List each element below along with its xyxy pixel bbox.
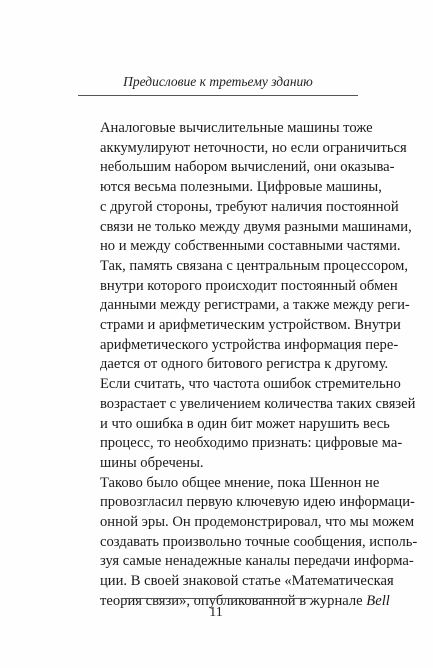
text-line: связи не только между двумя разными машинами, bbox=[100, 218, 412, 235]
text-line: Так, память связана с центральным процессором, bbox=[100, 257, 409, 274]
text-line: ются весьма полезными. Цифровые машины, bbox=[100, 179, 382, 196]
text-line: дается от одного битового регистра к другому. bbox=[100, 356, 389, 373]
text-line: Аналоговые вычислительные машины тоже bbox=[100, 120, 373, 136]
paragraph-1 bbox=[78, 119, 416, 474]
text-line: онной эры. Он продемонстрировал, что мы можем bbox=[100, 514, 415, 531]
text-line: Таково было общее мнение, пока Шеннон не bbox=[100, 474, 380, 491]
text-line: возрастает с увеличением количества таких связей bbox=[100, 395, 416, 412]
page-number: 11 bbox=[209, 605, 223, 620]
body-text bbox=[78, 119, 418, 612]
paragraph-2 bbox=[78, 474, 418, 612]
text-line: процесс, то необходимо признать: цифровые ма- bbox=[100, 435, 403, 452]
text-line: провозгласил первую ключевую идею информаци- bbox=[100, 494, 415, 511]
text-line: с другой стороны, требуют наличия постоянной bbox=[100, 198, 399, 215]
text-line: ции. В своей знаковой статье «Математическая bbox=[100, 573, 394, 590]
text-line: зуя самые ненадежные каналы передачи информа- bbox=[100, 553, 414, 570]
footer-rule bbox=[121, 598, 312, 599]
text-line: страми и арифметическим устройством. Внутри bbox=[100, 317, 401, 334]
text-line-roman: теория связи», опубликованной в журнале bbox=[100, 592, 363, 609]
text-line: небольшим набором вычислений, они оказыва- bbox=[100, 159, 395, 176]
text-line: данными между регистрами, а также между реги- bbox=[100, 297, 410, 314]
journal-name-italic: Bell bbox=[366, 592, 390, 609]
text-line: создавать произвольно точные сообщения, исполь- bbox=[100, 533, 418, 550]
text-line: арифметического устройства информация пере- bbox=[100, 336, 399, 353]
text-line: Если считать, что частота ошибок стремительно bbox=[100, 376, 401, 393]
text-line: аккумулируют неточности, но если ограничиться bbox=[100, 139, 407, 156]
text-line: и что ошибка в один бит может нарушить весь bbox=[100, 415, 390, 432]
text-line: но и между собственными составными частями. bbox=[100, 238, 401, 255]
header-rule bbox=[78, 95, 358, 96]
text-line: внутри которого происходит постоянный обмен bbox=[100, 277, 398, 294]
running-head: Предисловие к третьему зданию bbox=[123, 74, 313, 89]
text-line: шины обречены. bbox=[100, 454, 204, 471]
